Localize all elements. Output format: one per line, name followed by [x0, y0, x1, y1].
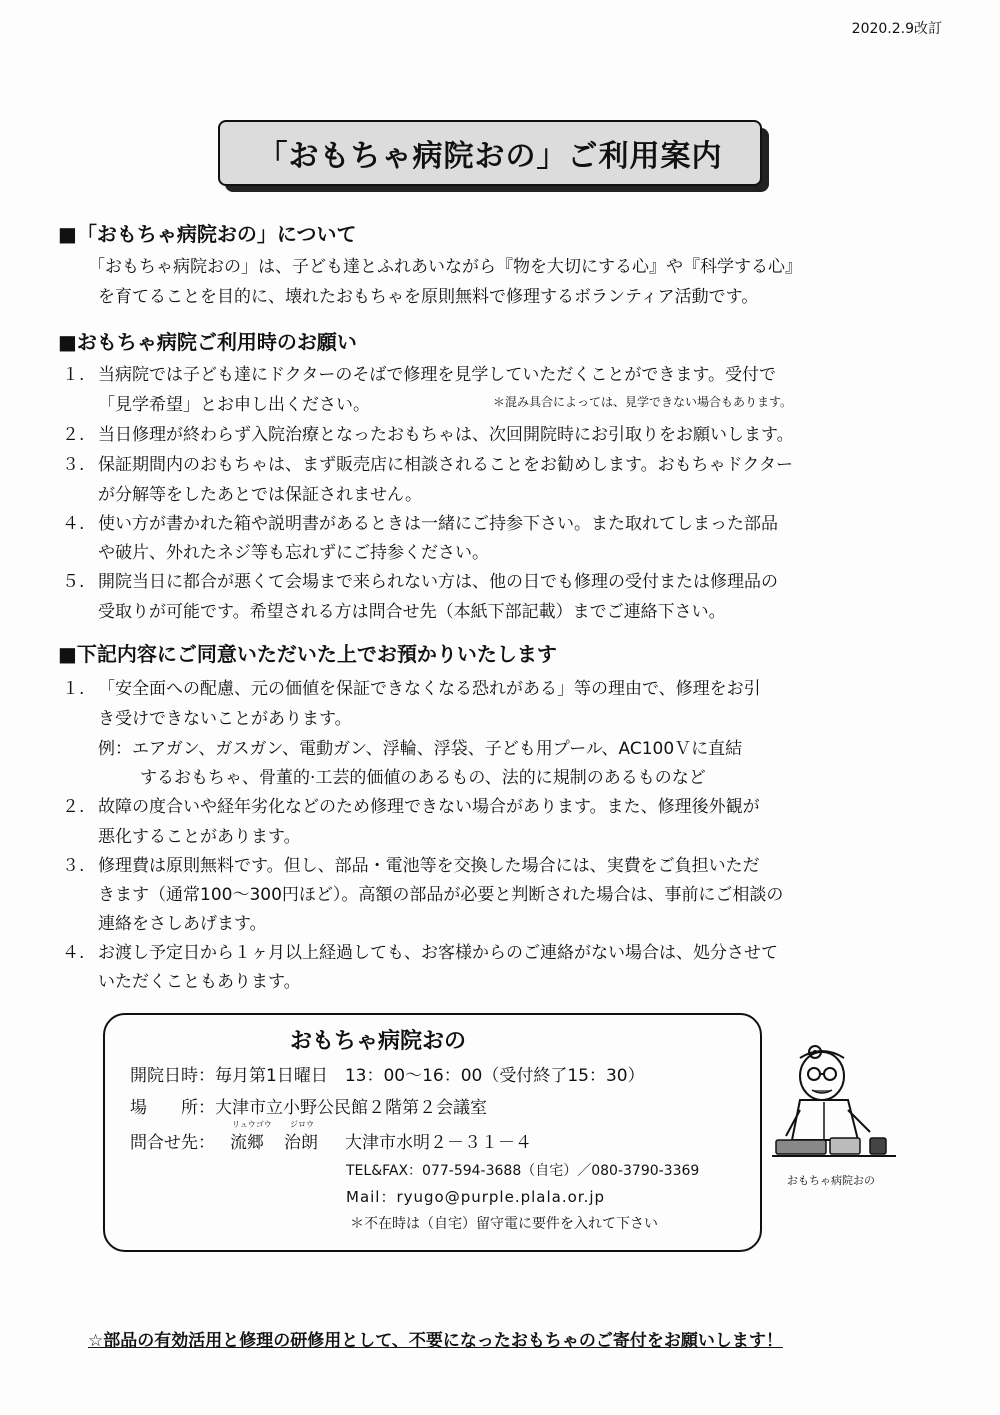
agreement-4-line-1: お渡し予定日から１ヶ月以上経過しても、お客様からのご連絡がない場合は、処分させて	[98, 943, 778, 963]
section-agreement-heading: ■下記内容にご同意いただいた上でお預かりいたします	[58, 642, 557, 666]
section-requests-heading: ■おもちゃ病院ご利用時のお願い	[58, 330, 357, 354]
illustration-caption: おもちゃ病院おの	[787, 1174, 875, 1187]
agreement-2-number: ２.	[62, 797, 85, 817]
agreement-4-number: ４.	[62, 943, 85, 963]
contact-surname-ruby: リュウゴウ	[232, 1120, 272, 1129]
info-place: 場 所：大津市立小野公民館２階第２会議室	[130, 1098, 487, 1118]
contact-surname: 流郷	[230, 1133, 264, 1153]
agreement-4-line-2: いただくこともあります。	[98, 972, 301, 992]
request-5-line-2: 受取りが可能です。希望される方は問合せ先（本紙下部記載）までご連絡下さい。	[98, 602, 726, 622]
info-note: ＊不在時は（自宅）留守電に要件を入れて下さい	[350, 1216, 658, 1232]
toy-doctor-illustration	[770, 1040, 900, 1170]
page-title: 「おもちゃ病院おの」ご利用案内	[218, 120, 762, 186]
request-1-line-1: 当病院では子ども達にドクターのそばで修理を見学していただくことができます。受付で	[98, 365, 776, 385]
agreement-3-number: ３.	[62, 856, 85, 876]
request-5-number: ５.	[62, 572, 85, 592]
request-2-number: ２.	[62, 425, 85, 445]
request-1-line-2: 「見学希望」とお申し出ください。	[98, 395, 370, 415]
request-2-line-1: 当日修理が終わらず入院治療となったおもちゃは、次回開院時にお引取りをお願いします。	[98, 425, 794, 445]
agreement-2-line-2: 悪化することがあります。	[98, 827, 301, 847]
agreement-3-line-2: きます（通常100～300円ほど）。高額の部品が必要と判断された場合は、事前にご相談の	[98, 885, 784, 905]
info-tel-fax: TEL&FAX：077-594-3688（自宅）／080-3790-3369	[346, 1163, 700, 1179]
about-line-1: 「おもちゃ病院おの」は、子ども達とふれあいながら『物を大切にする心』や『科学する心』	[88, 257, 802, 277]
request-1-note: ＊混み具合によっては、見学できない場合もあります。	[493, 395, 793, 409]
request-4-line-2: や破片、外れたネジ等も忘れずにご持参ください。	[98, 543, 489, 563]
info-title: おもちゃ病院おの	[290, 1029, 467, 1054]
request-3-number: ３.	[62, 455, 85, 475]
request-3-line-2: が分解等をしたあとでは保証されません。	[98, 485, 423, 505]
agreement-1-example-2: するおもちゃ、骨董的·工芸的価値のあるもの、法的に規制のあるものなど	[140, 768, 706, 788]
request-4-number: ４.	[62, 514, 85, 534]
request-3-line-1: 保証期間内のおもちゃは、まず販売店に相談されることをお勧めします。おもちゃドクター	[98, 455, 793, 475]
contact-address: 大津市水明２－３１－４	[345, 1133, 532, 1153]
donation-request: ☆部品の有効活用と修理の研修用として、不要になったおもちゃのご寄付をお願いします！	[88, 1331, 783, 1351]
info-contact-label: 問合せ先：	[130, 1133, 215, 1153]
request-5-line-1: 開院当日に都合が悪くて会場まで来られない方は、他の日でも修理の受付または修理品の	[98, 572, 778, 592]
agreement-2-line-1: 故障の度合いや経年劣化などのため修理できない場合があります。また、修理後外観が	[98, 797, 760, 817]
section-about-heading: ■「おもちゃ病院おの」について	[58, 222, 357, 246]
contact-given: 治朗	[284, 1133, 318, 1153]
info-mail: Mail：ryugo@purple.plala.or.jp	[346, 1188, 606, 1206]
contact-given-ruby: ジロウ	[290, 1120, 314, 1129]
agreement-1-number: １.	[62, 679, 85, 699]
request-4-line-1: 使い方が書かれた箱や説明書があるときは一緒にご持参下さい。また取れてしまった部品	[98, 514, 778, 534]
info-hours: 開院日時：毎月第1日曜日 13：00～16：00（受付終了15：30）	[130, 1066, 645, 1086]
request-1-number: １.	[62, 365, 85, 385]
agreement-1-line-2: き受けできないことがあります。	[98, 709, 352, 729]
agreement-3-line-3: 連絡をさしあげます。	[98, 914, 267, 934]
agreement-1-example-1: 例：エアガン、ガスガン、電動ガン、浮輪、浮袋、子ども用プール、AC100Ｖに直結	[98, 739, 743, 759]
agreement-1-line-1: 「安全面への配慮、元の価値を保証できなくなる恐れがある」等の理由で、修理をお引	[98, 679, 761, 699]
agreement-3-line-1: 修理費は原則無料です。但し、部品・電池等を交換した場合には、実費をご負担いただ	[98, 856, 760, 876]
about-line-2: を育てることを目的に、壊れたおもちゃを原則無料で修理するボランティア活動です。	[98, 287, 759, 307]
revision-date: 2020.2.9改訂	[851, 21, 942, 37]
